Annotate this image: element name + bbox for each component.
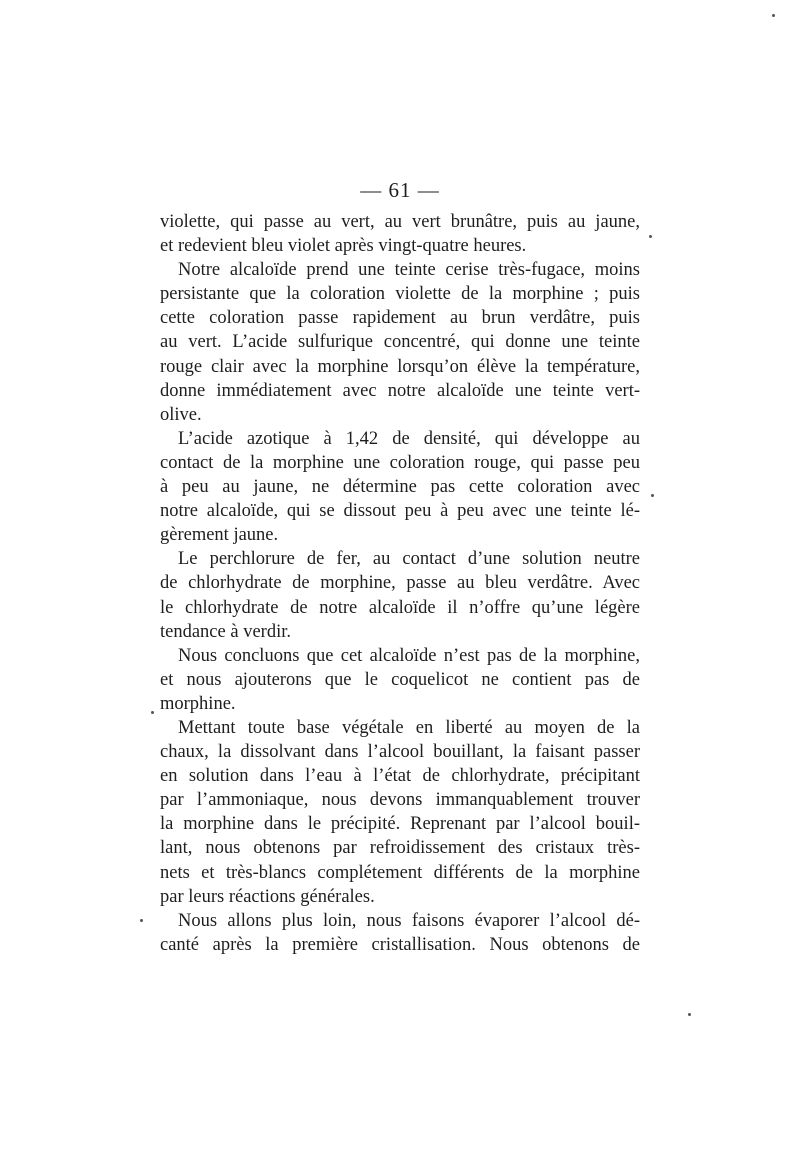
text-line: olive. — [160, 404, 202, 425]
text-line: et redevient bleu violet après vingt-quatre heures. — [160, 236, 527, 257]
paragraph-start-line: Le perchlorure de fer, au contact d’une solution neutre — [178, 549, 640, 570]
scan-speck — [688, 1013, 691, 1016]
text-line: lant, nous obtenons par refroidissement des cristaux très- — [160, 838, 640, 859]
text-line: à peu au jaune, ne détermine pas cette coloration avec — [160, 477, 640, 498]
paragraph-start-line: L’acide azotique à 1,42 de densité, qui développe au — [178, 428, 640, 449]
body-text — [160, 210, 640, 957]
scan-speck — [651, 494, 654, 497]
text-line: par leurs réactions générales. — [160, 886, 375, 907]
paragraph-start-line: Notre alcaloïde prend une teinte cerise très-fugace, moins — [178, 260, 640, 281]
text-line: la morphine dans le précipité. Reprenant par l’alcool bouil- — [160, 814, 640, 835]
text-line: violette, qui passe au vert, au vert brunâtre, puis au jaune, — [160, 212, 640, 232]
text-line: par l’ammoniaque, nous devons immanquablement trouver — [160, 790, 640, 811]
paragraph-start-line: Nous allons plus loin, nous faisons évaporer l’alcool dé- — [178, 910, 640, 931]
page-number: — 61 — — [360, 178, 440, 202]
scan-speck — [649, 235, 652, 238]
text-line: persistante que la coloration violette de la morphine ; puis — [160, 284, 640, 305]
paragraph-start-line: Nous concluons que cet alcaloïde n’est pas de la morphine, — [178, 645, 640, 666]
text-line: canté après la première cristallisation. Nous obtenons de — [160, 934, 640, 955]
scan-speck — [772, 14, 775, 17]
text-line: en solution dans l’eau à l’état de chlorhydrate, précipitant — [160, 766, 640, 787]
text-line: et nous ajouterons que le coquelicot ne contient pas de — [160, 669, 640, 690]
scan-speck — [151, 711, 154, 714]
text-line: tendance à verdir. — [160, 621, 291, 642]
text-line: rouge clair avec la morphine lorsqu’on élève la température, — [160, 356, 640, 377]
text-line: contact de la morphine une coloration rouge, qui passe peu — [160, 452, 640, 473]
text-line: au vert. L’acide sulfurique concentré, qui donne une teinte — [160, 332, 640, 353]
text-line: cette coloration passe rapidement au brun verdâtre, puis — [160, 308, 640, 329]
text-line: de chlorhydrate de morphine, passe au bleu verdâtre. Avec — [160, 573, 640, 594]
scan-speck — [140, 919, 143, 922]
text-line: gèrement jaune. — [160, 525, 279, 546]
paragraph-start-line: Mettant toute base végétale en liberté au moyen de la — [178, 717, 640, 738]
text-line: donne immédiatement avec notre alcaloïde une teinte vert- — [160, 380, 640, 401]
text-line: notre alcaloïde, qui se dissout peu à peu avec une teinte lé- — [160, 501, 640, 522]
text-line: morphine. — [160, 693, 236, 714]
text-line: nets et très-blancs complétement différents de la morphine — [160, 862, 640, 883]
text-line: chaux, la dissolvant dans l’alcool bouillant, la faisant passer — [160, 742, 640, 763]
text-line: le chlorhydrate de notre alcaloïde il n’offre qu’une légère — [160, 597, 640, 618]
